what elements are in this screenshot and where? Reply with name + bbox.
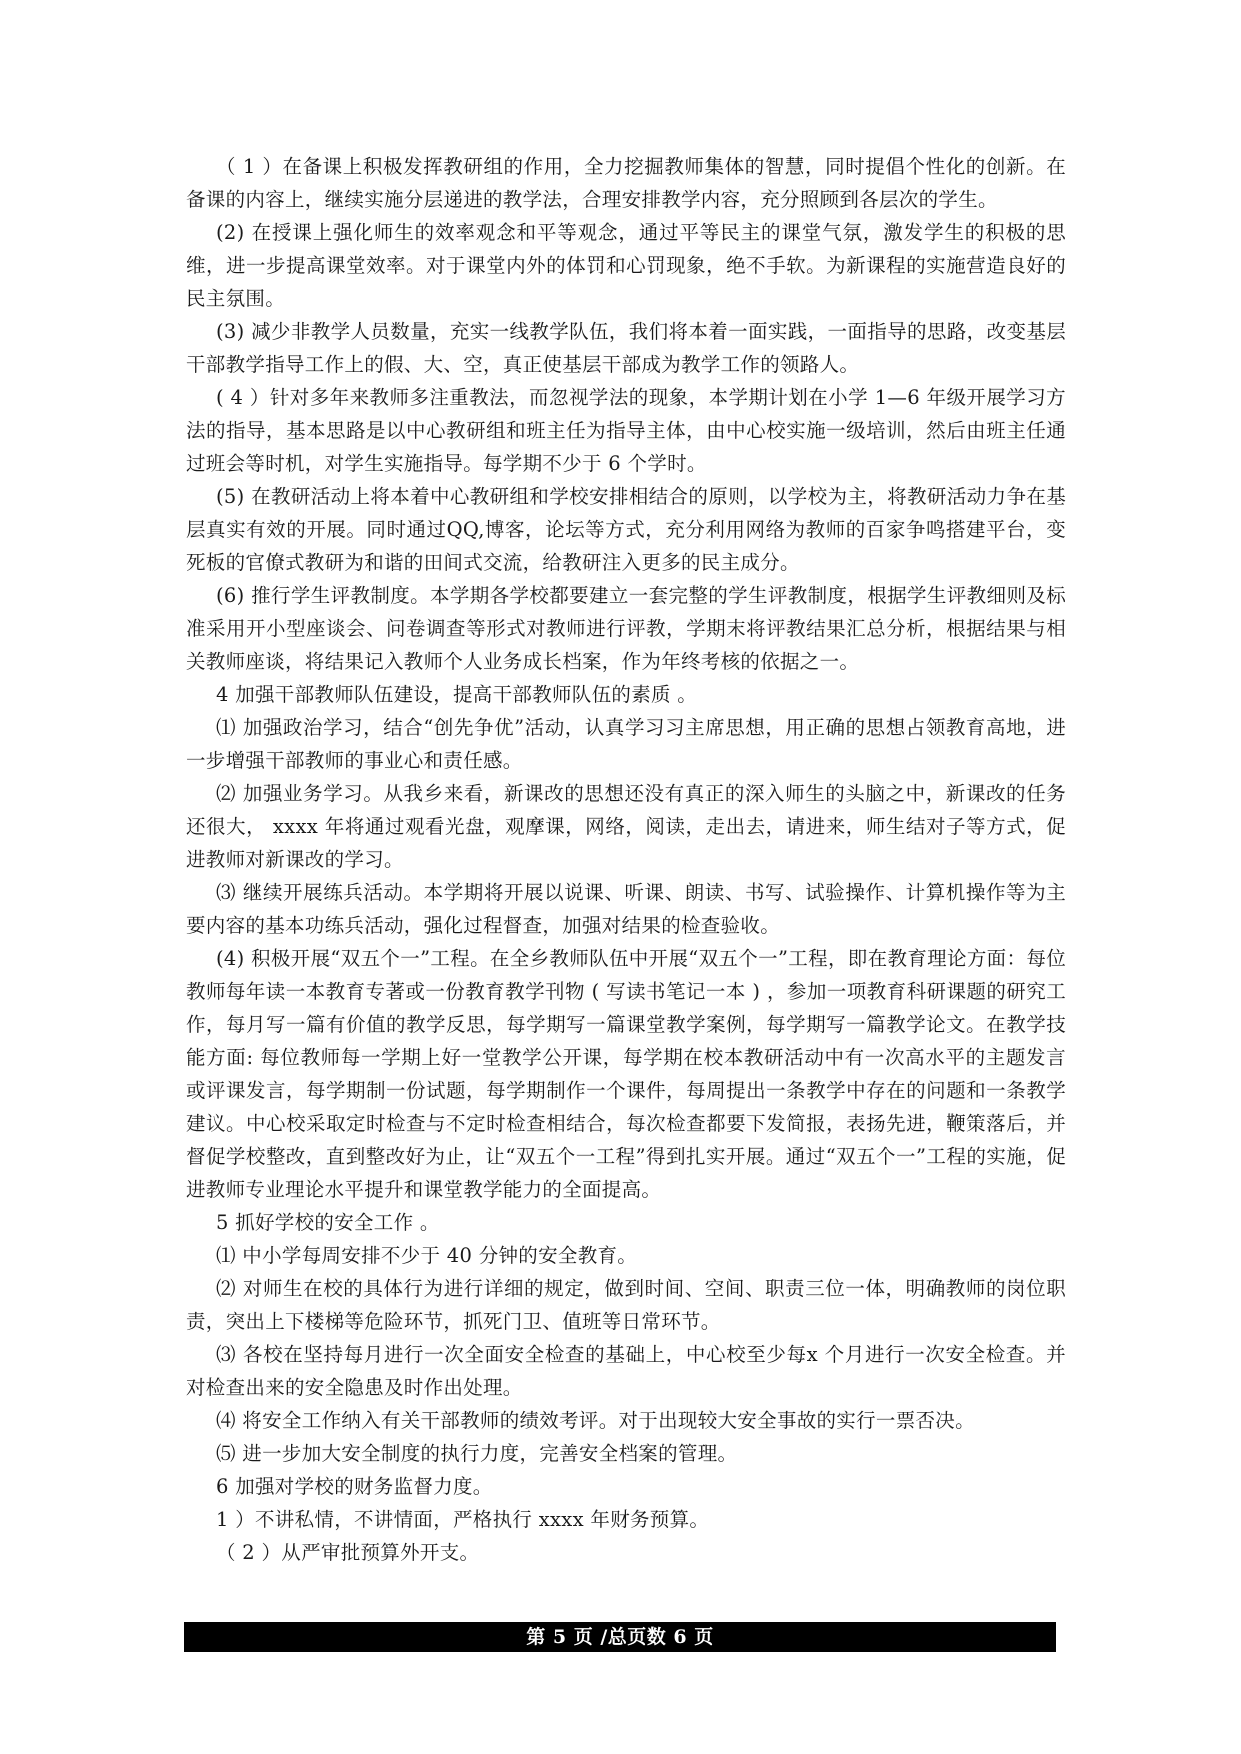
paragraph-item-5-3: ⑶ 各校在坚持每月进行一次全面安全检查的基础上，中心校至少每x 个月进行一次安全检查。并对检查出来的安全隐患及时作出处理。: [186, 1343, 1066, 1399]
paragraph-item-5: (5) 在教研活动上将本着中心教研组和学校安排相结合的原则，以学校为主，将教研活动力争在基层真实有效的开展。同时通过QQ,博客，论坛等方式，充分利用网络为教师的百家争鸣搭建平台，变死板的官僚式教研为和谐的田间式交流，给教研注入更多的民主成分。: [186, 485, 1066, 574]
paragraph-item-4-3: ⑶ 继续开展练兵活动。本学期将开展以说课、听课、朗读、书写、试验操作、计算机操作等为主要内容的基本功练兵活动，强化过程督查，加强对结果的检查验收。: [186, 881, 1066, 937]
paragraph-item-6-1: 1 ）不讲私情，不讲情面，严格执行 xxxx 年财务预算。: [216, 1508, 710, 1531]
paragraph-item-4-4: (4) 积极开展“双五个一”工程。在全乡教师队伍中开展“双五个一”工程，即在教育理论方面：每位教师每年读一本教育专著或一份教育教学刊物 ( 写读书笔记一本 ) ，参加一项教育科研课题的研究工作，每月写一篇有价值的教学反思，每学期写一篇课堂教学案例，每学期写一篇教学论文。在教学技能方面: 每位教师每一学期上好一堂教学公开课，每学期在校本教研活动中有一次高水平的主题发言或评课发言，每学期制一份试题，每学期制作一个课件，每周提出一条教学中存在的问题和一条教学建议。中心校采取定时检查与不定时检查相结合，每次检查都要下发简报，表扬先进，鞭策落后，并督促学校整改，直到整改好为止，让“双五个一工程”得到扎实开展。通过“双五个一”工程的实施，促进教师专业理论水平提升和课堂教学能力的全面提高。: [186, 947, 1066, 1201]
page-footer: [184, 1622, 1056, 1652]
paragraph-item-2: (2) 在授课上强化师生的效率观念和平等观念，通过平等民主的课堂气氛，激发学生的积极的思维，进一步提高课堂效率。对于课堂内外的体罚和心罚现象，绝不手软。为新课程的实施营造良好的民主氛围。: [186, 221, 1066, 310]
paragraph-item-3: (3) 减少非教学人员数量，充实一线教学队伍，我们将本着一面实践，一面指导的思路，改变基层干部教学指导工作上的假、大、空，真正使基层干部成为教学工作的领路人。: [186, 320, 1066, 376]
paragraph-item-6: (6) 推行学生评教制度。本学期各学校都要建立一套完整的学生评教制度，根据学生评教细则及标准采用开小型座谈会、问卷调查等形式对教师进行评教，学期末将评教结果汇总分析，根据结果与相关教师座谈，将结果记入教师个人业务成长档案，作为年终考核的依据之一。: [186, 584, 1066, 673]
section-heading-4: 4 加强干部教师队伍建设，提高干部教师队伍的素质 。: [216, 683, 698, 706]
document-body: [186, 150, 1066, 1569]
page-number-label: 第 5 页 /总页数 6 页: [526, 1626, 714, 1648]
paragraph-item-5-2: ⑵ 对师生在校的具体行为进行详细的规定，做到时间、空间、职责三位一体，明确教师的岗位职责，突出上下楼梯等危险环节，抓死门卫、值班等日常环节。: [186, 1277, 1066, 1333]
paragraph-item-4-2: ⑵ 加强业务学习。从我乡来看，新课改的思想还没有真正的深入师生的头脑之中，新课改的任务还很大， xxxx 年将通过观看光盘，观摩课，网络，阅读，走出去，请进来，师生结对子等方式，促进教师对新课改的学习。: [186, 782, 1066, 871]
paragraph-item-6-2: （ 2 ）从严审批预算外开支。: [216, 1541, 480, 1564]
paragraph-item-4-1: ⑴ 加强政治学习，结合“创先争优”活动，认真学习习主席思想，用正确的思想占领教育高地，进一步增强干部教师的事业心和责任感。: [186, 716, 1066, 772]
paragraph-item-1: （ 1 ）在备课上积极发挥教研组的作用，全力挖掘教师集体的智慧，同时提倡个性化的创新。在备课的内容上，继续实施分层递进的教学法，合理安排教学内容，充分照顾到各层次的学生。: [186, 155, 1066, 211]
paragraph-item-5-5: ⑸ 进一步加大安全制度的执行力度，完善安全档案的管理。: [216, 1442, 738, 1465]
paragraph-item-5-4: ⑷ 将安全工作纳入有关干部教师的绩效考评。对于出现较大安全事故的实行一票否决。: [216, 1409, 975, 1432]
paragraph-item-5-1: ⑴ 中小学每周安排不少于 40 分钟的安全教育。: [216, 1244, 638, 1267]
section-heading-5: 5 抓好学校的安全工作 。: [216, 1211, 440, 1234]
paragraph-item-4: ( 4 ）针对多年来教师多注重教法，而忽视学法的现象，本学期计划在小学 1—6 年级开展学习方法的指导，基本思路是以中心教研组和班主任为指导主体，由中心校实施一级培训，然后由班主任通过班会等时机，对学生实施指导。每学期不少于 6 个学时。: [186, 386, 1066, 475]
section-heading-6: 6 加强对学校的财务监督力度。: [216, 1475, 493, 1498]
